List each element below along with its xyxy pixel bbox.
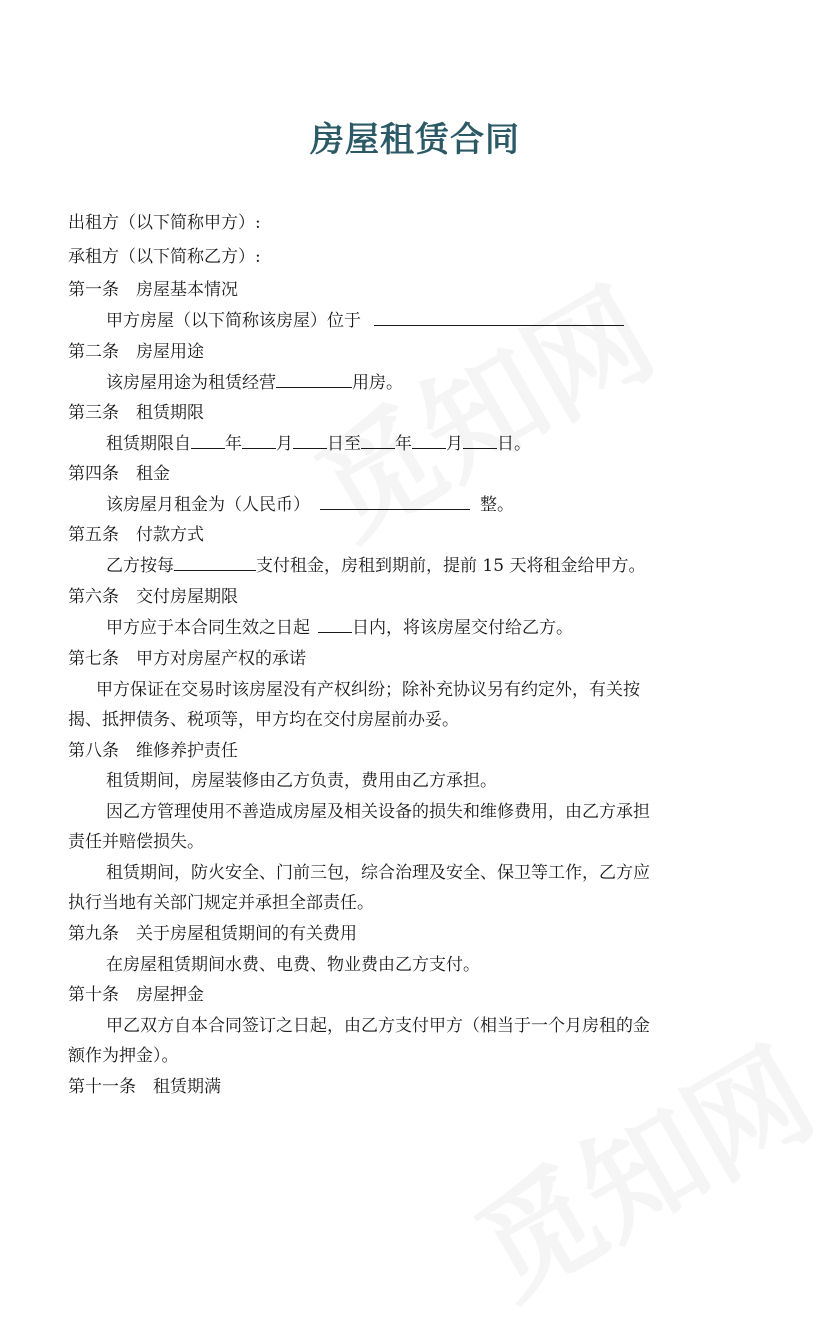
start-day-blank[interactable] [293,433,327,449]
article-8-text-3: 责任并赔偿损失。 [68,832,204,852]
usage-blank[interactable] [276,372,352,388]
article-5-text [106,555,645,577]
article-1-text [106,310,624,332]
payment-suffix: 支付租金，房租到期前，提前 15 天将租金给甲方。 [256,556,646,576]
lessee-line: 承租方（以下简称乙方）: [68,247,261,267]
article-4-heading: 第四条 租金 [68,464,170,484]
delivery-suffix: 日内，将该房屋交付给乙方。 [352,618,573,638]
rent-amount-blank[interactable] [320,494,470,510]
document-title: 房屋租赁合同 [310,120,520,160]
article-2-label: 该房屋用途为租赁经营 [106,373,276,393]
term-from-label: 租赁期限自 [106,434,191,454]
month-label: 月 [446,434,463,454]
end-day-blank[interactable] [463,433,497,449]
article-8-heading: 第八条 维修养护责任 [68,741,238,761]
article-7-heading: 第七条 甲方对房屋产权的承诺 [68,649,306,669]
day-to-label: 日至 [327,434,361,454]
article-8-text-4: 租赁期间，防火安全、门前三包，综合治理及安全、保卫等工作，乙方应 [106,863,650,883]
article-11-heading: 第十一条 租赁期满 [68,1077,221,1097]
year-label: 年 [395,434,412,454]
article-1-label: 甲方房屋（以下简称该房屋）位于 [106,311,361,331]
article-10-heading: 第十条 房屋押金 [68,985,204,1005]
watermark [281,242,679,571]
article-2-suffix: 用房。 [352,373,403,393]
article-3-text [106,433,531,455]
watermark [441,1002,830,1330]
lessor-line: 出租方（以下简称甲方）: [68,213,261,233]
article-2-heading: 第二条 房屋用途 [68,342,204,362]
start-month-blank[interactable] [242,433,276,449]
rent-label: 该房屋月租金为（人民币） [106,495,310,515]
article-8-text-2: 因乙方管理使用不善造成房屋及相关设备的损失和维修费用，由乙方承担 [106,802,650,822]
article-8-text-5: 执行当地有关部门规定并承担全部责任。 [68,893,374,913]
address-blank[interactable] [374,310,624,326]
article-5-heading: 第五条 付款方式 [68,525,204,545]
article-6-text [106,617,573,639]
payment-period-blank[interactable] [174,555,256,571]
article-9-heading: 第九条 关于房屋租赁期间的有关费用 [68,924,357,944]
article-10-text-1: 甲乙双方自本合同签订之日起，由乙方支付甲方（相当于一个月房租的金 [106,1016,650,1036]
end-month-blank[interactable] [412,433,446,449]
payment-label: 乙方按每 [106,556,174,576]
article-7-text-2: 揭、抵押债务、税项等，甲方均在交付房屋前办妥。 [68,710,459,730]
article-2-text [106,372,403,394]
start-year-blank[interactable] [191,433,225,449]
month-label: 月 [276,434,293,454]
rent-suffix: 整。 [480,495,514,515]
article-10-text-2: 额作为押金）。 [68,1046,179,1066]
article-1-heading: 第一条 房屋基本情况 [68,280,238,300]
article-6-heading: 第六条 交付房屋期限 [68,587,238,607]
article-9-text: 在房屋租赁期间水费、电费、物业费由乙方支付。 [106,955,480,975]
day-label: 日。 [497,434,531,454]
end-year-blank[interactable] [361,433,395,449]
article-8-text-1: 租赁期间，房屋装修由乙方负责，费用由乙方承担。 [106,771,497,791]
article-3-heading: 第三条 租赁期限 [68,403,204,423]
delivery-days-blank[interactable] [318,617,352,633]
article-4-text [106,494,514,516]
year-label: 年 [225,434,242,454]
article-7-text-1: 甲方保证在交易时该房屋没有产权纠纷；除补充协议另有约定外，有关按 [96,680,640,700]
delivery-label: 甲方应于本合同生效之日起 [106,618,310,638]
